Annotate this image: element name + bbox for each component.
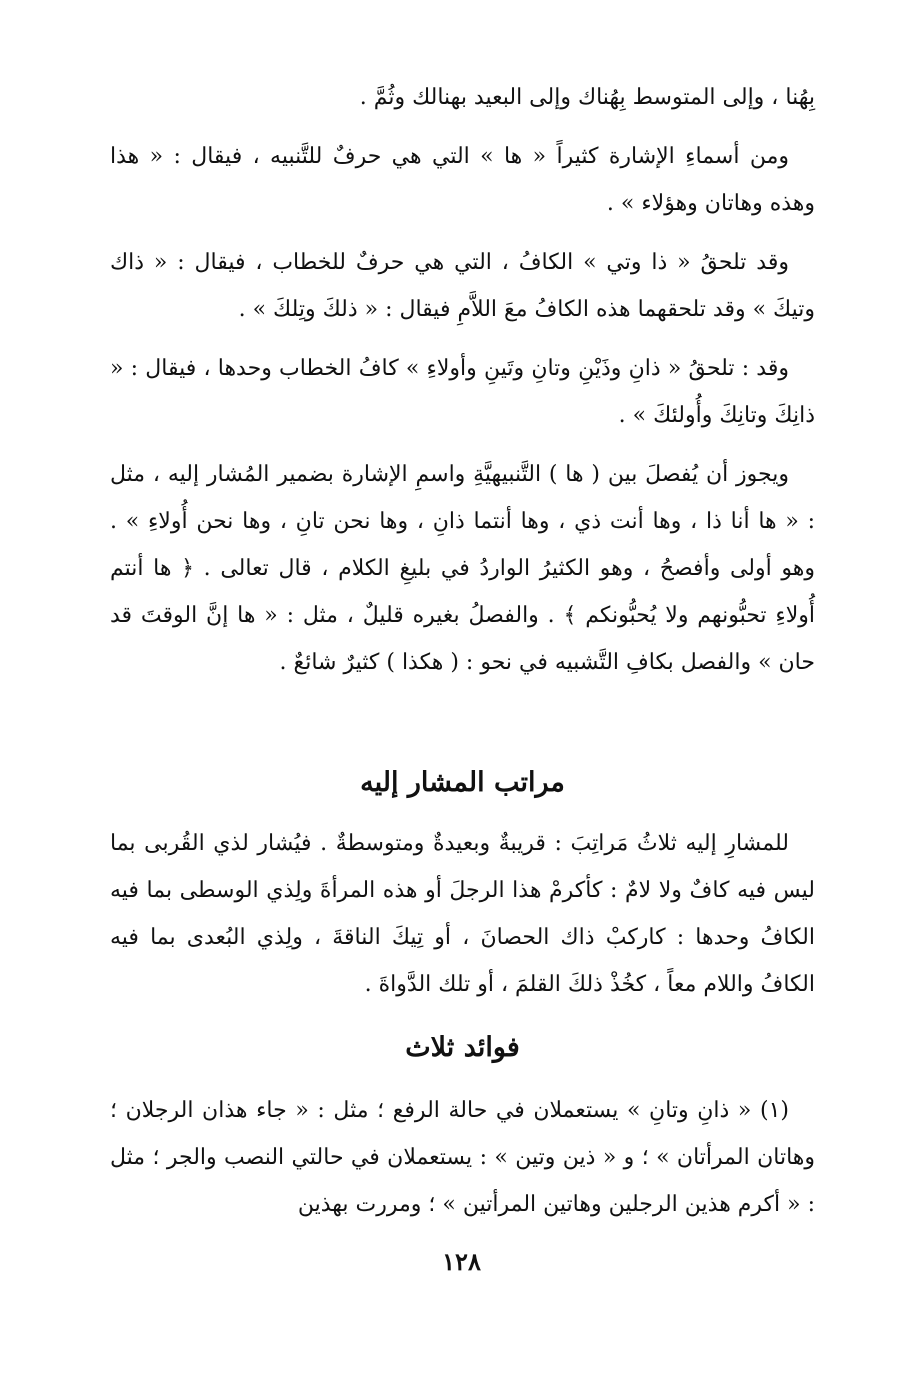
paragraph-5: ويجوز أن يُفصلَ بين ( ها ) التَّنبيهيَّةِ واسمِ الإشارة بضمير المُشار إليه ، مثل : « ها أنا ذا ، وها أنت ذي ، وها أنتما ذانِ ، وها نحن تانِ ، وها نحن أُولاءِ » . وهو أولى وأفصحُ ، وهو الكثيرُ الواردُ في بليغِ الكلام ، قال تعالى . ﴿ ها أنتم أُولاءِ تحبُّونهم ولا يُحبُّونكم ﴾ . والفصلُ بغيره قليلٌ ، مثل : « ها إنَّ الوقتَ قد حان » والفصل بكافِ التَّشبيه في نحو : ( هكذا ) كثيرٌ شائعٌ . (110, 462, 815, 675)
paragraph-3: وقد تلحقُ « ذا وتي » الكافُ ، التي هي حرفٌ للخطاب ، فيقال : « ذاك وتيكَ » وقد تلحقهما هذه الكافُ معَ اللاَّمِ فيقال : « ذلكَ وتِلكَ » . (110, 250, 815, 322)
paragraph-ranks: للمشارِ إليه ثلاثُ مَراتِبَ : قريبةٌ وبعيدةٌ ومتوسطةٌ . فيُشار لذي القُربى بما ليس فيه كافٌ ولا لامٌ : كأكرمْ هذا الرجلَ أو هذه المرأةَ ولِذي الوسطى بما فيه الكافُ وحدها : كاركبْ ذاك الحصانَ ، أو تِيكَ الناقةَ ، ولِذي البُعدى بما فيه الكافُ واللام معاً ، كخُذْ ذلكَ القلمَ ، أو تلك الدَّواةَ . (110, 831, 815, 997)
page-number: ١٢٨ (442, 1247, 481, 1276)
section-heading-ranks: مراتب المشار إليه (360, 767, 565, 798)
section-benefits-text (110, 1087, 815, 1228)
paragraph-1: بِهُنا ، وإلى المتوسط بِهُناك وإلى البعيد بهنالك وثُمَّ . (359, 85, 815, 110)
section-ranks-text (110, 820, 815, 1008)
paragraph-2: ومن أسماءِ الإشارة كثيراً « ها » التي هي حرفٌ للتَّنبيه ، فيقال : « هذا وهذه وهاتان وهؤلاء » . (110, 144, 815, 216)
paragraph-4: وقد : تلحقُ « ذانِ وذَيْنِ وتانِ وتَينِ وأولاءِ » كافُ الخطاب وحدها ، فيقال : « ذانِكَ وتانِكَ وأُولئكَ » . (110, 356, 815, 428)
body-text-top (110, 74, 815, 686)
paragraph-benefit-1: (١) « ذانِ وتانِ » يستعملان في حالة الرفع ؛ مثل : « جاء هذان الرجلان ؛ وهاتان المرأتان » ؛ و « ذين وتين » : يستعملان في حالتي النصب والجر ؛ مثل : « أكرم هذين الرجلين وهاتين المرأتين » ؛ ومررت بهذين (110, 1098, 815, 1217)
section-heading-benefits: فوائد ثلاث (405, 1032, 520, 1063)
